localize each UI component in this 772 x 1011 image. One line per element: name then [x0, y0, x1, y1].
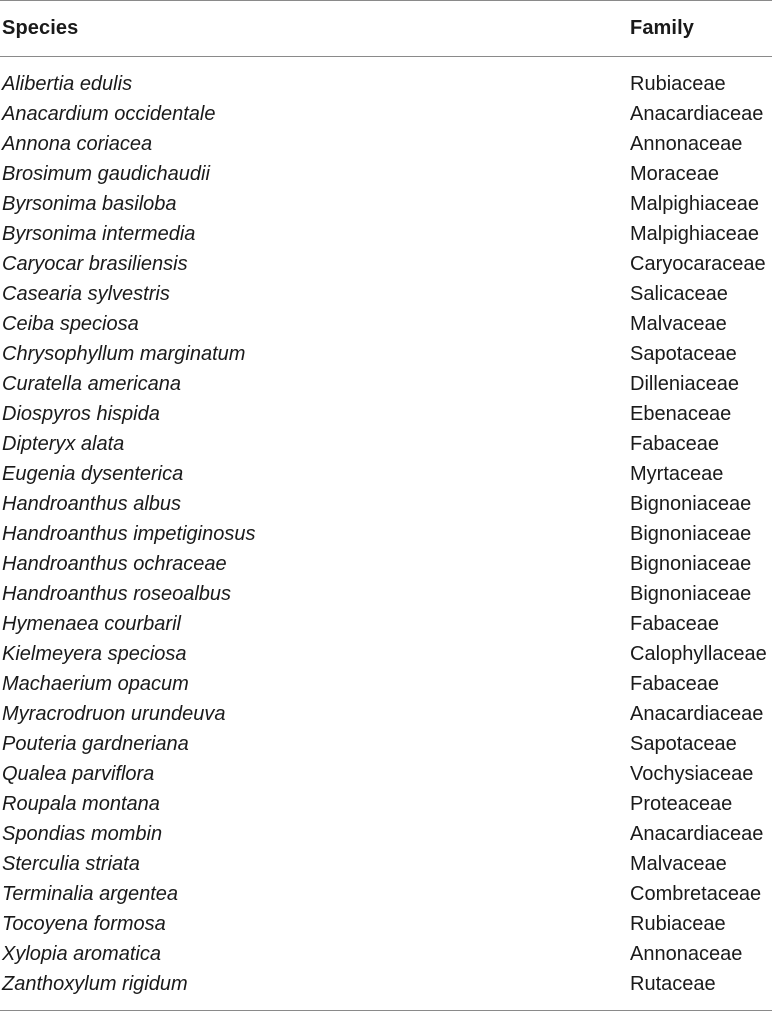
family-cell: Moraceae: [630, 162, 719, 185]
family-cell: Malpighiaceae: [630, 192, 759, 215]
species-cell: Handroanthus ochraceae: [2, 552, 227, 575]
table-row: [0, 729, 772, 759]
table-row: [0, 219, 772, 249]
table-row: [0, 69, 772, 99]
family-cell: Bignoniaceae: [630, 492, 752, 515]
species-cell: Myracrodruon urundeuva: [2, 702, 226, 725]
species-cell: Byrsonima intermedia: [2, 222, 196, 245]
species-cell: Pouteria gardneriana: [2, 732, 189, 755]
family-cell: Vochysiaceae: [630, 762, 754, 785]
family-cell: Malvaceae: [630, 852, 727, 875]
family-cell: Fabaceae: [630, 612, 719, 635]
table-row: [0, 939, 772, 969]
table-row: [0, 759, 772, 789]
table-row: [0, 519, 772, 549]
table-row: [0, 279, 772, 309]
table-row: [0, 159, 772, 189]
species-cell: Handroanthus impetiginosus: [2, 522, 256, 545]
family-cell: Rubiaceae: [630, 912, 726, 935]
family-cell: Salicaceae: [630, 282, 728, 305]
table-row: [0, 789, 772, 819]
table-row: [0, 639, 772, 669]
table-row: [0, 249, 772, 279]
species-cell: Byrsonima basiloba: [2, 192, 177, 215]
table-row: [0, 459, 772, 489]
species-cell: Handroanthus roseoalbus: [2, 582, 232, 605]
family-cell: Malpighiaceae: [630, 222, 759, 245]
family-cell: Myrtaceae: [630, 462, 724, 485]
species-cell: Brosimum gaudichaudii: [2, 162, 210, 185]
table-row: [0, 129, 772, 159]
family-cell: Sapotaceae: [630, 732, 737, 755]
species-cell: Anacardium occidentale: [2, 102, 216, 125]
family-cell: Bignoniaceae: [630, 582, 752, 605]
family-cell: Ebenaceae: [630, 402, 732, 425]
family-cell: Combretaceae: [630, 882, 762, 905]
family-cell: Anacardiaceae: [630, 822, 764, 845]
family-cell: Annonaceae: [630, 132, 743, 155]
species-cell: Terminalia argentea: [2, 882, 179, 905]
species-cell: Caryocar brasiliensis: [2, 252, 188, 275]
family-cell: Fabaceae: [630, 432, 719, 455]
species-cell: Qualea parviflora: [2, 762, 155, 785]
family-cell: Annonaceae: [630, 942, 743, 965]
table-row: [0, 399, 772, 429]
table-row: [0, 429, 772, 459]
table-row: [0, 369, 772, 399]
species-cell: Chrysophyllum marginatum: [2, 342, 246, 365]
species-cell: Handroanthus albus: [2, 492, 182, 515]
family-cell: Rutaceae: [630, 972, 716, 995]
table-row: [0, 609, 772, 639]
family-cell: Anacardiaceae: [630, 102, 764, 125]
species-cell: Dipteryx alata: [2, 432, 125, 455]
family-cell: Proteaceae: [630, 792, 733, 815]
species-cell: Annona coriacea: [2, 132, 153, 155]
family-cell: Fabaceae: [630, 672, 719, 695]
header-species: Species: [2, 17, 79, 39]
family-cell: Dilleniaceae: [630, 372, 739, 395]
table-row: [0, 909, 772, 939]
table-row: [0, 489, 772, 519]
table-row: [0, 189, 772, 219]
species-cell: Zanthoxylum rigidum: [2, 972, 188, 995]
species-cell: Curatella americana: [2, 372, 181, 395]
species-cell: Hymenaea courbaril: [2, 612, 181, 635]
table-row: [0, 579, 772, 609]
header-family: Family: [630, 17, 694, 39]
family-cell: Bignoniaceae: [630, 522, 752, 545]
family-cell: Rubiaceae: [630, 72, 726, 95]
table-row: [0, 819, 772, 849]
family-cell: Anacardiaceae: [630, 702, 764, 725]
species-cell: Sterculia striata: [2, 852, 140, 875]
table-row: [0, 669, 772, 699]
species-cell: Diospyros hispida: [2, 402, 160, 425]
table-row: [0, 879, 772, 909]
table-row: [0, 969, 772, 999]
species-cell: Xylopia aromatica: [2, 942, 161, 965]
species-cell: Casearia sylvestris: [2, 282, 170, 305]
species-cell: Eugenia dysenterica: [2, 462, 184, 485]
table-row: [0, 549, 772, 579]
species-cell: Machaerium opacum: [2, 672, 189, 695]
family-cell: Calophyllaceae: [630, 642, 767, 665]
species-cell: Roupala montana: [2, 792, 160, 815]
table-header-row: [0, 1, 772, 56]
species-cell: Spondias mombin: [2, 822, 163, 845]
family-cell: Bignoniaceae: [630, 552, 752, 575]
table-row: [0, 309, 772, 339]
table-row: [0, 699, 772, 729]
species-cell: Kielmeyera speciosa: [2, 642, 187, 665]
species-cell: Tocoyena formosa: [2, 912, 166, 935]
family-cell: Malvaceae: [630, 312, 727, 335]
species-cell: Ceiba speciosa: [2, 312, 139, 335]
family-cell: Caryocaraceae: [630, 252, 766, 275]
table-body: [0, 57, 772, 999]
species-cell: Alibertia edulis: [2, 72, 133, 95]
table-row: [0, 849, 772, 879]
table-row: [0, 99, 772, 129]
family-cell: Sapotaceae: [630, 342, 737, 365]
table-row: [0, 339, 772, 369]
